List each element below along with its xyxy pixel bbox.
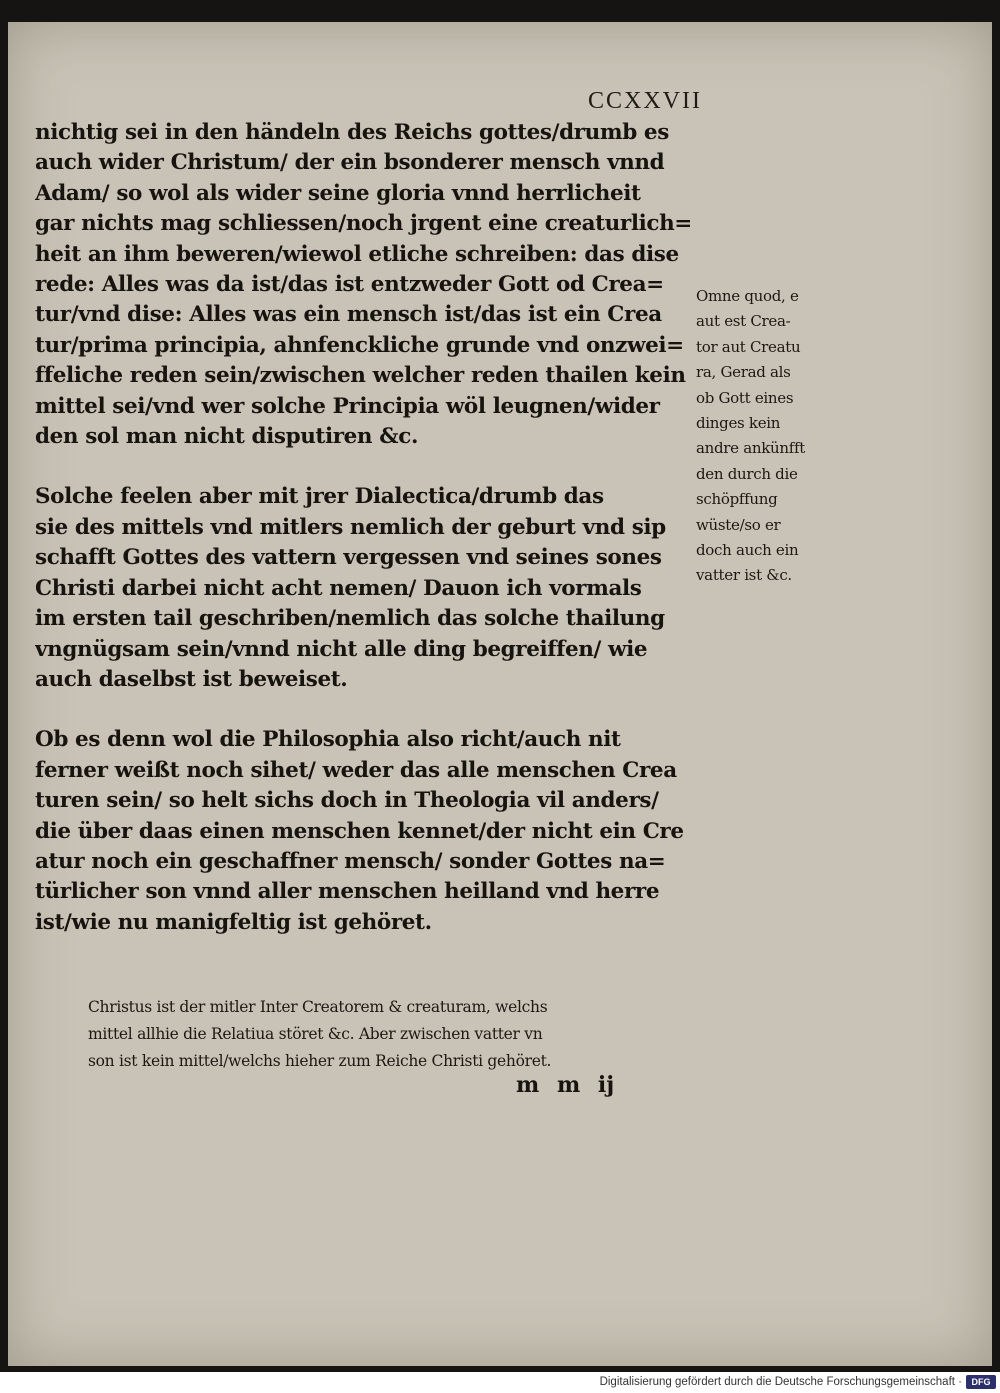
text-line: türlicher son vnnd aller menschen heilland vnd herre [35,879,660,905]
text-line: ffeliche reden sein/zwischen welcher reden thailen kein [35,363,686,389]
footnote-line: mittel allhie die Relatiua störet &c. Aber zwischen vatter vn [88,1025,543,1043]
text-line: sie des mittels vnd mitlers nemlich der geburt vnd sip [35,514,666,540]
text-line: mittel sei/vnd wer solche Principia wöl leugnen/wider [35,393,660,419]
text-line: heit an ihm beweren/wiewol etliche schreiben: das dise [35,241,679,267]
footnote-line: Christus ist der mitler Inter Creatorem & creaturam, welchs [88,998,548,1016]
text-line: rede: Alles was da ist/das ist entzweder Gott od Crea= [35,272,664,298]
text-line: vngnügsam sein/vnnd nicht alle ding begreiffen/ wie [35,636,648,662]
dfg-logo: DFG [966,1375,996,1389]
text-line: schafft Gottes des vattern vergessen vnd seines sones [35,545,662,571]
text-line: auch wider Christum/ der ein bsonderer mensch vnnd [35,150,665,176]
text-line: den sol man nicht disputiren &c. [35,424,419,450]
text-line: auch daselbst ist beweiset. [35,666,348,692]
margin-note [696,284,846,589]
margin-note-line: doch auch ein [696,541,799,560]
text-line: tur/prima principia, ahnfenckliche grunde vnd onzwei= [35,332,684,358]
margin-note-line: ob Gott eines [696,388,794,407]
text-line: die über daas einen menschen kennet/der nicht ein Cre [35,818,684,844]
text-line: nichtig sei in den händeln des Reichs gottes/drumb es [35,120,669,145]
paragraph-gap [35,452,697,482]
text-line: Ob es denn wol die Philosophia also richt/auch nit [35,727,621,753]
main-text-block [35,118,697,938]
margin-note-line: andre ankünfft [696,439,805,458]
text-line: gar nichts mag schliessen/noch jrgent eine creaturlich= [35,211,692,237]
footer-credit: Digitalisierung gefördert durch die Deutsche Forschungsgemeinschaft · [599,1376,962,1388]
text-line: turen sein/ so helt sichs doch in Theologia vil anders/ [35,788,659,814]
text-line: atur noch ein geschaffner mensch/ sonder Gottes na= [35,848,666,874]
footnote-block [88,994,688,1075]
margin-note-line: aut est Crea- [696,312,791,331]
text-line: Adam/ so wol als wider seine gloria vnnd herrlicheit [35,180,641,206]
paragraph-gap [35,695,697,725]
margin-note-line: Omne quod, e [696,287,799,305]
text-line: ferner weißt noch sihet/ weder das alle menschen Crea [35,757,677,783]
margin-note-line: wüste/so er [696,515,781,534]
text-line: ist/wie nu manigfeltig ist gehöret. [35,909,432,935]
margin-note-line: vatter ist &c. [696,566,792,585]
folio-number: CCXXVII [588,88,702,114]
margin-note-line: schöpffung [696,490,778,509]
margin-note-line: tor aut Creatu [696,337,801,356]
margin-note-line: den durch die [696,464,798,483]
book-page [8,22,992,1366]
text-line: Christi darbei nicht acht nemen/ Dauon ich vormals [35,575,642,601]
text-line: Solche feelen aber mit jrer Dialectica/drumb das [35,484,604,510]
signature-mark: m m ij [516,1072,615,1098]
margin-note-line: ra, Gerad als [696,363,791,382]
text-line: tur/vnd dise: Alles was ein mensch ist/das ist ein Crea [35,302,662,328]
footer-bar [0,1372,1000,1393]
footnote-line: son ist kein mittel/welchs hieher zum Reiche Christi gehöret. [88,1052,552,1070]
margin-note-line: dinges kein [696,414,781,433]
text-line: im ersten tail geschriben/nemlich das solche thailung [35,606,665,632]
